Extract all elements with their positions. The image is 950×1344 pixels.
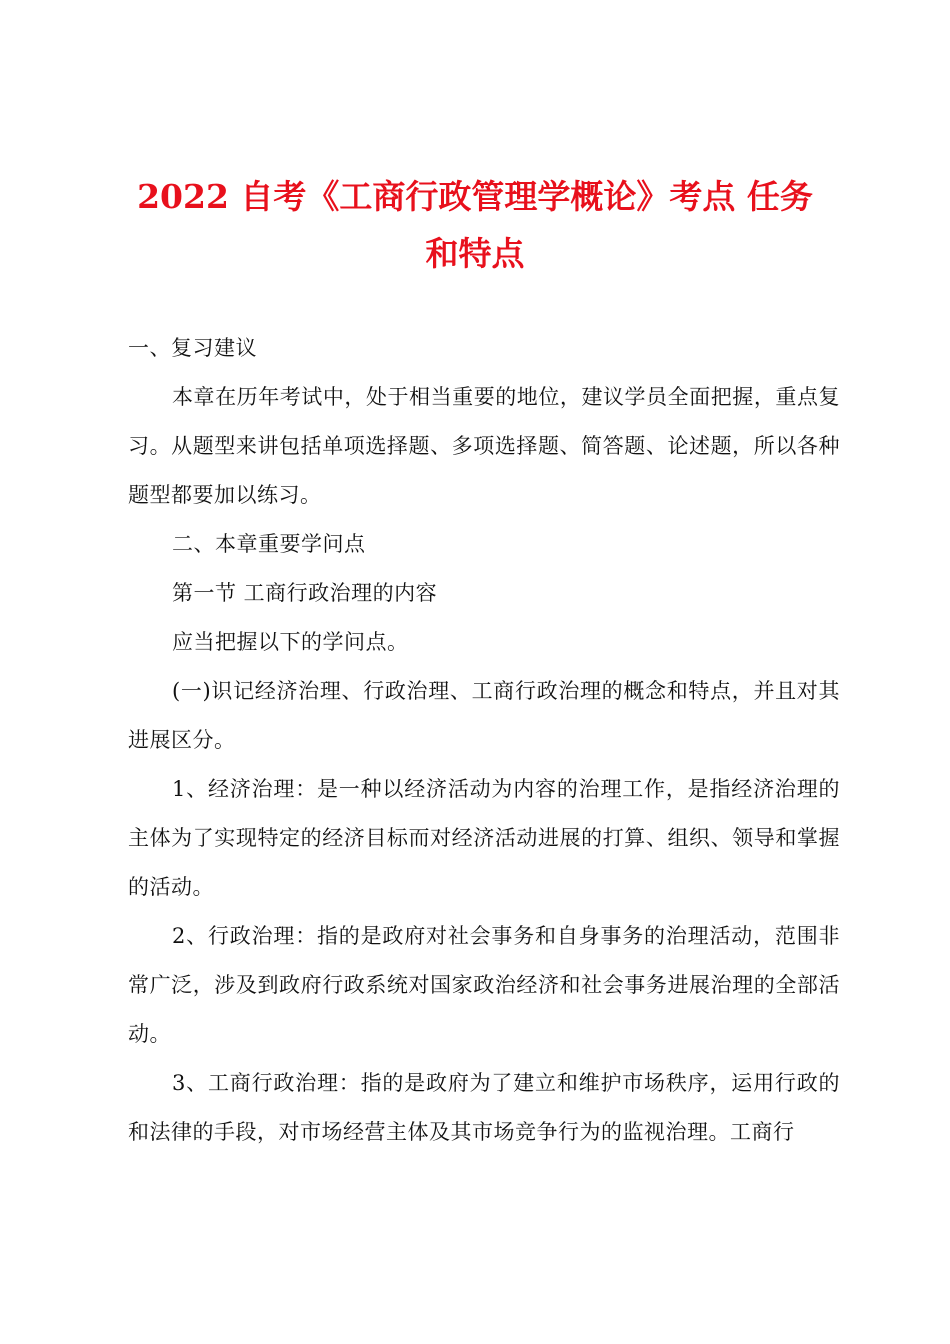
- section-heading-review-advice: 一、复习建议: [128, 336, 257, 360]
- paragraph-should-master: 应当把握以下的学问点。: [172, 630, 409, 654]
- paragraph-item-identify: (一)识记经济治理、行政治理、工商行政治理的概念和特点，并且对其进展区分。: [128, 679, 840, 752]
- section-heading-key-points: 二、本章重要学问点: [172, 532, 366, 556]
- paragraph-economic-management: 1、经济治理：是一种以经济活动为内容的治理工作，是指经济治理的主体为了实现特定的经济目标而对经济活动进展的打算、组织、领导和掌握的活动。: [128, 777, 840, 899]
- document-title: [110, 168, 840, 282]
- title-line-2: 和特点: [425, 234, 525, 273]
- document-body: [128, 324, 840, 1157]
- paragraph-administrative-management: 2、行政治理：指的是政府对社会事务和自身事务的治理活动，范围非常广泛，涉及到政府行政系统对国家政治经济和社会事务进展治理的全部活动。: [128, 924, 840, 1046]
- section-heading-first-section: 第一节 工商行政治理的内容: [172, 581, 438, 605]
- paragraph-industry-commerce-management: 3、工商行政治理：指的是政府为了建立和维护市场秩序，运用行政的和法律的手段，对市场经营主体及其市场竞争行为的监视治理。工商行: [128, 1071, 840, 1144]
- title-line-1: 2022 自考《工商行政管理学概论》考点 任务: [137, 177, 813, 216]
- paragraph-review-advice: 本章在历年考试中，处于相当重要的地位，建议学员全面把握，重点复习。从题型来讲包括单项选择题、多项选择题、简答题、论述题，所以各种题型都要加以练习。: [128, 385, 840, 507]
